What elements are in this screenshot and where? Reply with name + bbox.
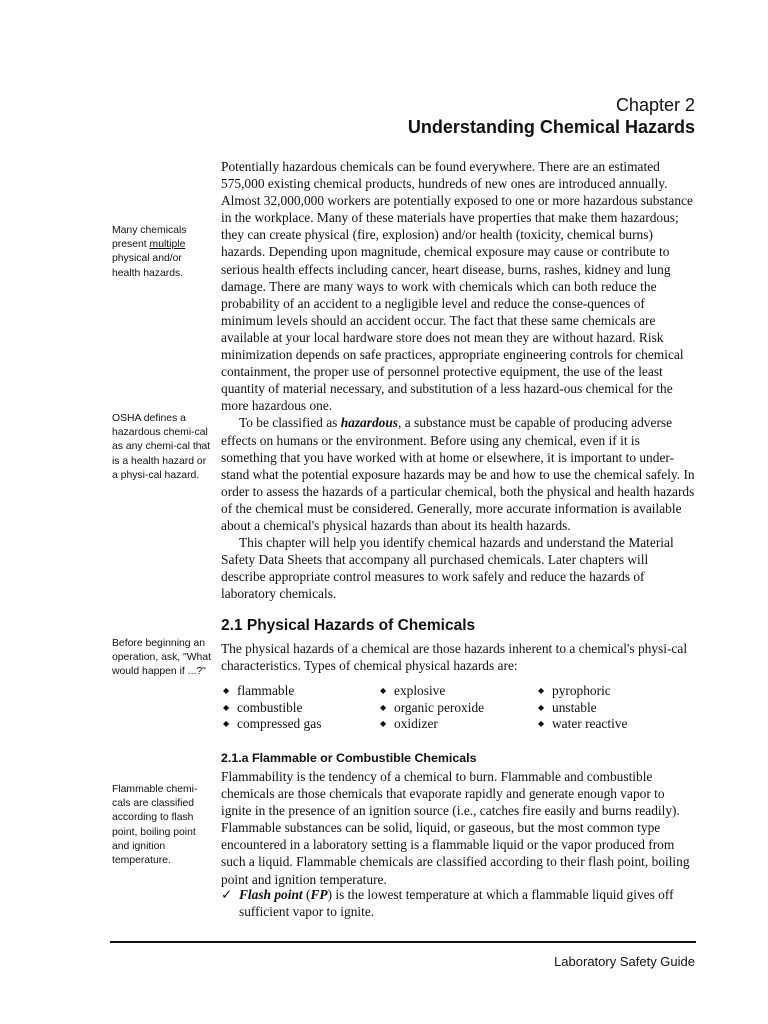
paren-close: ) — [327, 887, 333, 902]
flash-point-text — [221, 886, 695, 920]
list-item-label: oxidizer — [394, 716, 438, 731]
term-flash-point: Flash point — [239, 887, 303, 902]
list-item-label: water reactive — [552, 716, 628, 731]
paren-open: ( — [302, 887, 311, 902]
footer-rule — [110, 941, 696, 943]
intro-paragraph-3: This chapter will help you identify chemical hazards and understand the Material Safety Data Sheets that accompany all purchased chemicals. Later chapters will describe appropriate control measures to work safely and reduce the hazards of laboratory chemicals. — [221, 535, 674, 602]
diamond-bullet-icon: ◆ — [223, 702, 230, 712]
list-item-label: flammable — [237, 683, 295, 698]
list-item-label: unstable — [552, 699, 597, 715]
flash-point-item — [221, 886, 695, 920]
definition-text: is the lowest temperature at which a flammable liquid gives off sufficient vapor to ignite. — [239, 887, 674, 920]
section-heading-2-1-a: 2.1.a Flammable or Combustible Chemicals — [221, 751, 477, 765]
intro-paragraph-1: Potentially hazardous chemicals can be found everywhere. There are an estimated 575,000 existing chemical products, hundreds of new ones are introduced annually. Almost 32,000,000 workers are potentially exposed to one or more hazardous substance in the workplace. Many of these materials have properties that make them hazardous; they can create physical (fire, explosion) and/or health (toxicity, chemical burns) hazards. Depending upon magnitude, chemical exposure may cause or contribute to serious health effects including cancer, heart disease, burns, rashes, kidney and lung damage. There are many ways to work with chemicals which can both reduce the probability of an accident to a negligible level and reduce the conse-quences of minimum levels should an accident occur. The fact that these same chemicals are available at your local hardware store does not mean they are without hazard. Risk minimization depends on safe practices, appropriate engineering controls for chemical containment, the proper use of personnel protective equipment, the use of the least quantity of material necessary, and substitution of a less hazard-ous chemical for the more hazardous one. — [221, 159, 693, 414]
diamond-bullet-icon: ◆ — [538, 702, 545, 712]
intro-body — [221, 158, 695, 602]
checkmark-icon: ✓ — [221, 887, 233, 902]
paragraph-text: To be classified as — [239, 415, 341, 431]
list-item-label: compressed gas — [237, 716, 322, 731]
chapter-number: Chapter 2 — [615, 95, 695, 115]
sidenote-text: physical and/or health hazards. — [112, 253, 184, 279]
sidenote-flammable: Flammable chemi-cals are classified according to flash point, boiling point and ignition temperature. — [112, 784, 198, 867]
hazard-bullet-list — [223, 683, 693, 733]
list-item — [223, 683, 380, 700]
chapter-title: Understanding Chemical Hazards — [407, 117, 695, 137]
diamond-bullet-icon: ◆ — [380, 702, 387, 712]
intro-paragraph-2 — [221, 414, 695, 534]
sidenote-underlined: multiple — [149, 239, 186, 251]
diamond-bullet-icon: ◆ — [223, 686, 230, 695]
list-item-label: combustible — [237, 699, 303, 715]
list-item — [538, 700, 693, 717]
list-item-label: organic peroxide — [394, 699, 485, 715]
section-2-1-text: The physical hazards of a chemical are those hazards inherent to a chemical's physi-cal characteristics. Types of chemical physical hazards are: — [221, 641, 688, 674]
diamond-bullet-icon: ◆ — [380, 686, 387, 695]
list-item — [380, 716, 538, 733]
list-item — [538, 716, 693, 733]
sidenote-multiple-hazards — [112, 224, 212, 281]
sidenote-osha: OSHA defines a hazardous chemi-cal as any chemi-cal that is a health hazard or a physi-cal hazard. — [112, 413, 211, 481]
diamond-bullet-icon: ◆ — [538, 719, 545, 728]
sidenote-before-beginning: Before beginning an operation, ask, "What would happen if ...?" — [112, 638, 211, 678]
list-item-label: pyrophoric — [552, 683, 611, 698]
list-item — [380, 683, 538, 700]
list-item — [223, 700, 380, 717]
emphasis-hazardous: hazardous — [340, 415, 399, 431]
list-item — [380, 700, 538, 717]
list-item-label: explosive — [394, 683, 446, 698]
term-abbreviation: FP — [310, 887, 328, 902]
sidenote-text: Many chemicals present — [112, 225, 187, 251]
diamond-bullet-icon: ◆ — [380, 719, 387, 728]
section-heading-2-1: 2.1 Physical Hazards of Chemicals — [221, 617, 476, 634]
footer-title: Laboratory Safety Guide — [554, 954, 695, 969]
list-item — [223, 716, 380, 733]
section-2-1-a-text: Flammability is the tendency of a chemical to burn. Flammable and combustible chemicals are those chemicals that evaporate rapidly and generate enough vapor to ignite in the presence of an ignition source (i.e., catches fire easily and burns readily). Flammable substances can be solid, liquid, or gaseous, but the most common type encountered in a laboratory setting is a flammable liquid or the vapor produced from such a liquid. Flammable chemicals are classified according to their flash point, boiling point and ignition temperature. — [221, 769, 690, 887]
chapter-heading — [408, 94, 695, 138]
paragraph-text: , a substance must be capable of producing adverse effects on humans or the environment. Before using any chemical, even if it is something that you have worked with at home or elsewhere, it is important to under-stand what the potential exposure hazards may be and how to use the chemical safely. In order to assess the hazards of a particular chemical, both the physical and health hazards of the chemical must be considered. Generally, more accurate information is available about a chemical's physical hazards than about its health hazards. — [221, 415, 695, 533]
list-item — [538, 683, 693, 700]
diamond-bullet-icon: ◆ — [538, 686, 545, 695]
diamond-bullet-icon: ◆ — [223, 719, 230, 728]
